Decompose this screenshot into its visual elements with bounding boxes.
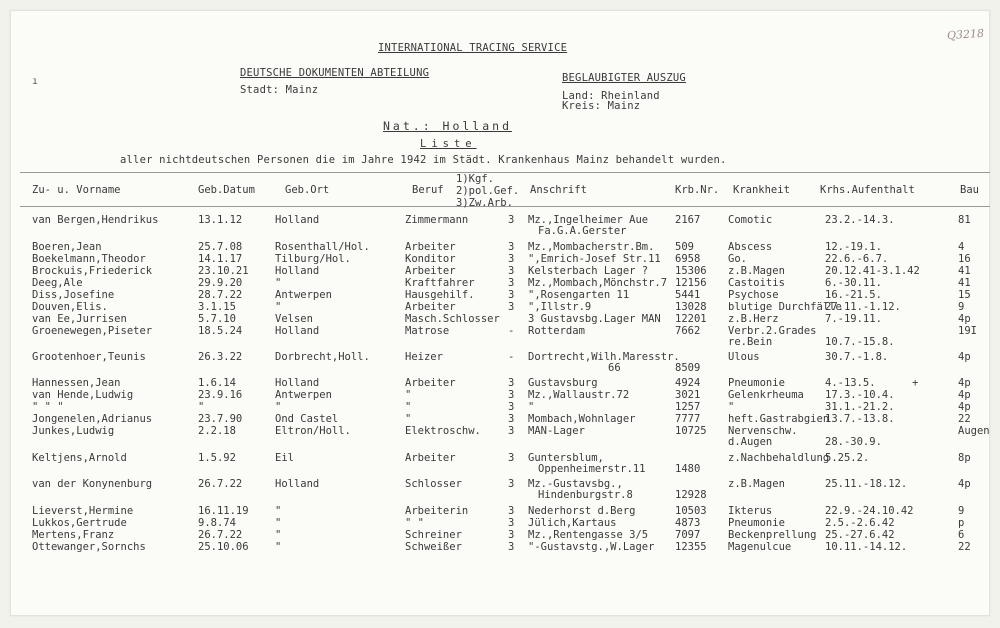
col-aufenthalt: Krhs.Aufenthalt [820,184,915,196]
cell-k: 3 [508,277,515,289]
cell-ill: z.B.Herz [728,313,779,325]
cell-nr: 509 [675,241,694,253]
list-heading: Liste [420,138,477,150]
cell-ill: Nervenschw. [728,425,798,437]
cell-ill: z.B.Magen [728,478,785,490]
margin-mark: ı [32,76,39,87]
cell-addr: Dortrecht,Wilh.Maresstr. [528,351,680,363]
cell-k: 3 [508,541,515,553]
cell-k: 3 [508,241,515,253]
cell-job: Zimmermann [405,214,469,226]
cell-date: 2.2.18 [198,425,236,437]
cell-ill: Pneumonie [728,517,785,529]
cell-date: 1.5.92 [198,452,236,464]
land: Land: Rheinland [562,90,660,102]
cell-addr: Gustavsburg [528,377,598,389]
cell-nr: 5441 [675,289,701,301]
cell-job: Hausgehilf. [405,289,475,301]
archive-reference: Q3218 [946,26,985,43]
cell-bau: 81 [958,214,971,226]
cell-name: Ottewanger,Sornchs [32,541,146,553]
col-geb-datum: Geb.Datum [198,184,255,196]
cell-addr: ",Illstr.9 [528,301,592,313]
cell-job: Arbeiter [405,241,456,253]
cell-job: Schlosser [405,478,462,490]
cell-addr: Guntersblum, [528,452,604,464]
cell-addr2: Oppenheimerstr.11 [538,463,646,475]
cell-name: Keltjens,Arnold [32,452,127,464]
cell-date: 29.9.20 [198,277,243,289]
cell-k: 3 [508,478,515,490]
cell-stay: 25.-27.6.42 [825,529,895,541]
cell-stay: 2.5.-2.6.42 [825,517,895,529]
cell-stay: 5.25.2. [825,452,870,464]
cell-job: Masch.Schlosser [405,313,500,325]
cell-nr: 12355 [675,541,707,553]
cell-place: Dorbrecht,Holl. [275,351,370,363]
cell-place: " [275,277,282,289]
cell-stay: 30.7.-1.8. [825,351,889,363]
kreis: Kreis: Mainz [562,100,641,112]
nationality: Nat.: Holland [383,119,513,133]
cell-date: 14.1.17 [198,253,243,265]
cell-date: 25.7.08 [198,241,243,253]
cell-date: 26.7.22 [198,529,243,541]
cell-addr: Mz.-Gustavsbg., [528,478,623,490]
cell-nr: 1480 [675,463,701,475]
cell-name: Lukkos,Gertrude [32,517,127,529]
cell-k: 3 [508,389,515,401]
document-subtitle: aller nichtdeutschen Personen die im Jahre 1942 im Städt. Krankenhaus Mainz behandelt wurden. [120,154,727,166]
cell-place: Holland [275,214,320,226]
cell-extra: + [912,377,919,389]
cell-k: 3 [508,265,515,277]
cell-name: Deeg,Ale [32,277,83,289]
cell-job: " " [405,517,424,529]
cell-ill2: re.Bein [728,336,773,348]
cell-place: Eltron/Holl. [275,425,351,437]
cell-nr: 6958 [675,253,701,265]
col-kgf-2: 2)pol.Gef. [456,185,520,197]
cell-addr: Mz.,Mombach,Mönchstr.7 [528,277,668,289]
col-anschrift: Anschrift [530,184,587,196]
cell-ill: Abscess [728,241,773,253]
cell-date: 9.8.74 [198,517,236,529]
cell-stay: 13.7.-13.8. [825,413,895,425]
cell-k: 3 [508,529,515,541]
cell-name: Hannessen,Jean [32,377,121,389]
cell-place: " [275,541,282,553]
cell-nr: 12156 [675,277,707,289]
cell-bau: 4p [958,351,971,363]
cell-addr: 3 Gustavsbg.Lager MAN [528,313,661,325]
cell-name: van Bergen,Hendrikus [32,214,159,226]
cell-job: " [405,413,412,425]
cell-bau: Augen [958,425,990,437]
cell-addr: Kelsterbach Lager ? [528,265,649,277]
col-beruf: Beruf [412,184,444,196]
cell-nr: 4924 [675,377,701,389]
cell-place: Holland [275,325,320,337]
cell-ill: " [728,401,735,413]
cell-date: 26.7.22 [198,478,243,490]
cell-place: Velsen [275,313,313,325]
cell-k: 3 [508,452,515,464]
cell-addr2: 66 [608,362,621,374]
cell-date: 5.7.10 [198,313,236,325]
cell-bau: p [958,517,965,529]
cell-nr: 4873 [675,517,701,529]
header-rule-top [20,172,990,173]
cell-stay: 31.1.-21.2. [825,401,895,413]
cell-addr: "-Gustavstg.,W.Lager [528,541,655,553]
cell-addr: Mombach,Wohnlager [528,413,636,425]
cell-k: 3 [508,425,515,437]
cell-addr: Mz.,Rentengasse 3/5 [528,529,649,541]
cell-job: Matrose [405,325,450,337]
cell-k: 3 [508,505,515,517]
cell-job: Elektroschw. [405,425,481,437]
cell-date: 18.5.24 [198,325,243,337]
document-title: INTERNATIONAL TRACING SERVICE [378,42,568,54]
cell-name: Junkes,Ludwig [32,425,115,437]
cell-stay: 23.2.-14.3. [825,214,895,226]
cell-bau: 4p [958,389,971,401]
cell-nr: 10725 [675,425,707,437]
cell-addr: Mz.,Mombacherstr.Bm. [528,241,655,253]
cell-place: Antwerpen [275,389,332,401]
cell-name: Douven,Elis. [32,301,108,313]
cell-nr: 7662 [675,325,701,337]
cell-bau: 41 [958,265,971,277]
col-kgf-1: 1)Kgf. [456,173,494,185]
cell-bau: 8p [958,452,971,464]
cell-addr: ",Emrich-Josef Str.11 [528,253,661,265]
cell-date: 23.9.16 [198,389,243,401]
cell-bau: 4p [958,377,971,389]
cell-k: - [508,351,515,363]
cell-date: 23.10.21 [198,265,249,277]
cell-ill: blutige Durchfälle [728,301,842,313]
cell-stay: 17.3.-10.4. [825,389,895,401]
cell-bau: 9 [958,505,965,517]
cell-ill: Psychose [728,289,779,301]
cell-place: " [275,517,282,529]
cell-ill: Gelenkrheuma [728,389,804,401]
cell-ill: Magenulcue [728,541,792,553]
cell-stay: 25.11.-18.12. [825,478,908,490]
cell-name: Groenewegen,Piseter [32,325,153,337]
cell-addr: ",Rosengarten 11 [528,289,630,301]
cell-job: " [405,401,412,413]
cell-name: Brockuis,Friederick [32,265,153,277]
cell-nr: 12201 [675,313,707,325]
cell-ill: Beckenprellung [728,529,817,541]
cell-nr: 12928 [675,489,707,501]
cell-place: Holland [275,377,320,389]
cell-bau: 4p [958,313,971,325]
cell-bau: 16 [958,253,971,265]
cell-nr: 10503 [675,505,707,517]
cell-place: " [275,401,282,413]
cell-name: van der Konynenburg [32,478,153,490]
cell-date: 1.6.14 [198,377,236,389]
cell-nr: 8509 [675,362,701,374]
cell-job: " [405,389,412,401]
cell-bau: 4p [958,478,971,490]
cell-addr: Rotterdam [528,325,585,337]
cell-stay: 7.-19.11. [825,313,882,325]
cell-k: 3 [508,401,515,413]
cell-ill: Comotic [728,214,773,226]
cell-ill2: d.Augen [728,436,773,448]
cell-job: Arbeiter [405,301,456,313]
cell-place: Holland [275,265,320,277]
cell-stay: 28.-30.9. [825,436,882,448]
cell-name: Boeren,Jean [32,241,102,253]
cell-stay: 10.11.-14.12. [825,541,908,553]
cell-nr: 3021 [675,389,701,401]
cell-name: Jongenelen,Adrianus [32,413,153,425]
cell-addr: MAN-Lager [528,425,585,437]
cell-date: 28.7.22 [198,289,243,301]
cell-date: 23.7.90 [198,413,243,425]
cell-name: Grootenhoer,Teunis [32,351,146,363]
cell-nr: 13028 [675,301,707,313]
cell-k: - [508,325,515,337]
cell-k: 3 [508,253,515,265]
cell-bau: 22 [958,413,971,425]
cell-bau: 6 [958,529,965,541]
cell-name: Boekelmann,Theodor [32,253,146,265]
cell-addr: Mz.,Wallaustr.72 [528,389,630,401]
cell-k: 3 [508,301,515,313]
cell-place: " [275,301,282,313]
cell-stay: 4.-13.5. [825,377,876,389]
col-geb-ort: Geb.Ort [285,184,330,196]
cell-name: Lieverst,Hermine [32,505,134,517]
cell-job: Schreiner [405,529,462,541]
cell-addr: " [528,401,535,413]
cell-addr: Nederhorst d.Berg [528,505,636,517]
cell-place: Rosenthall/Hol. [275,241,370,253]
cell-ill: Verbr.2.Grades [728,325,817,337]
cell-ill: Ulous [728,351,760,363]
cell-ill: Go. [728,253,747,265]
cell-place: Antwerpen [275,289,332,301]
cell-job: Konditor [405,253,456,265]
cell-date: 13.1.12 [198,214,243,226]
cell-addr: Mz.,Ingelheimer Aue [528,214,649,226]
cell-addr: Jülich,Kartaus [528,517,617,529]
cell-ill: z.Nachbehaldlung [728,452,830,464]
cell-ill: Ikterus [728,505,773,517]
cell-k: 3 [508,377,515,389]
cell-nr: 7097 [675,529,701,541]
cell-name: van Hende,Ludwig [32,389,134,401]
cell-job: Kraftfahrer [405,277,475,289]
cell-job: Schweißer [405,541,462,553]
cell-addr2: Hindenburgstr.8 [538,489,633,501]
cell-nr: 15306 [675,265,707,277]
cell-date: 3.1.15 [198,301,236,313]
cell-date: 16.11.19 [198,505,249,517]
cell-bau: 15 [958,289,971,301]
cell-date: 26.3.22 [198,351,243,363]
cell-name: " " " [32,401,64,413]
cell-place: Ond Castel [275,413,339,425]
cell-place: Holland [275,478,320,490]
cell-nr: 2167 [675,214,701,226]
cell-job: Arbeiter [405,377,456,389]
cell-job: Arbeiterin [405,505,469,517]
cell-bau: 22 [958,541,971,553]
cell-place: " [275,529,282,541]
cell-job: Heizer [405,351,443,363]
cell-ill: Castoitis [728,277,785,289]
cell-ill: heft.Gastrabgien [728,413,830,425]
cell-place: Tilburg/Hol. [275,253,351,265]
cell-ill: Pneumonie [728,377,785,389]
cell-nr: 1257 [675,401,701,413]
cell-stay: 12.-19.1. [825,241,882,253]
cell-date: 25.10.06 [198,541,249,553]
cell-addr2: Fa.G.A.Gerster [538,225,627,237]
cell-job: Arbeiter [405,265,456,277]
cell-stay: 27.11.-1.12. [825,301,901,313]
cell-place: " [275,505,282,517]
cell-name: Diss,Josefine [32,289,115,301]
cell-k: 3 [508,214,515,226]
cell-stay: 22.6.-6.7. [825,253,889,265]
cell-bau: 19I [958,325,977,337]
col-name: Zu- u. Vorname [32,184,121,196]
auszug-heading: BEGLAUBIGTER AUSZUG [562,72,686,84]
cell-k: 3 [508,413,515,425]
cell-stay: 20.12.41-3.1.42 [825,265,920,277]
col-kgf-3: 3)Zw.Arb. [456,197,513,209]
cell-ill: z.B.Magen [728,265,785,277]
col-krankheit: Krankheit [733,184,790,196]
cell-bau: 4p [958,401,971,413]
cell-k: 3 [508,289,515,301]
col-bau: Bau [960,184,979,196]
department: DEUTSCHE DOKUMENTEN ABTEILUNG [240,67,430,79]
cell-bau: 4 [958,241,965,253]
cell-job: Arbeiter [405,452,456,464]
cell-date: " [198,401,205,413]
cell-name: Mertens,Franz [32,529,115,541]
cell-stay: 10.7.-15.8. [825,336,895,348]
col-krb-nr: Krb.Nr. [675,184,720,196]
cell-bau: 9 [958,301,965,313]
cell-stay: 22.9.-24.10.42 [825,505,914,517]
cell-name: van Ee,Jurrisen [32,313,127,325]
cell-nr: 7777 [675,413,701,425]
cell-place: Eil [275,452,294,464]
cell-stay: 6.-30.11. [825,277,882,289]
cell-bau: 41 [958,277,971,289]
stadt: Stadt: Mainz [240,84,319,96]
cell-stay: 16.-21.5. [825,289,882,301]
cell-k: 3 [508,517,515,529]
